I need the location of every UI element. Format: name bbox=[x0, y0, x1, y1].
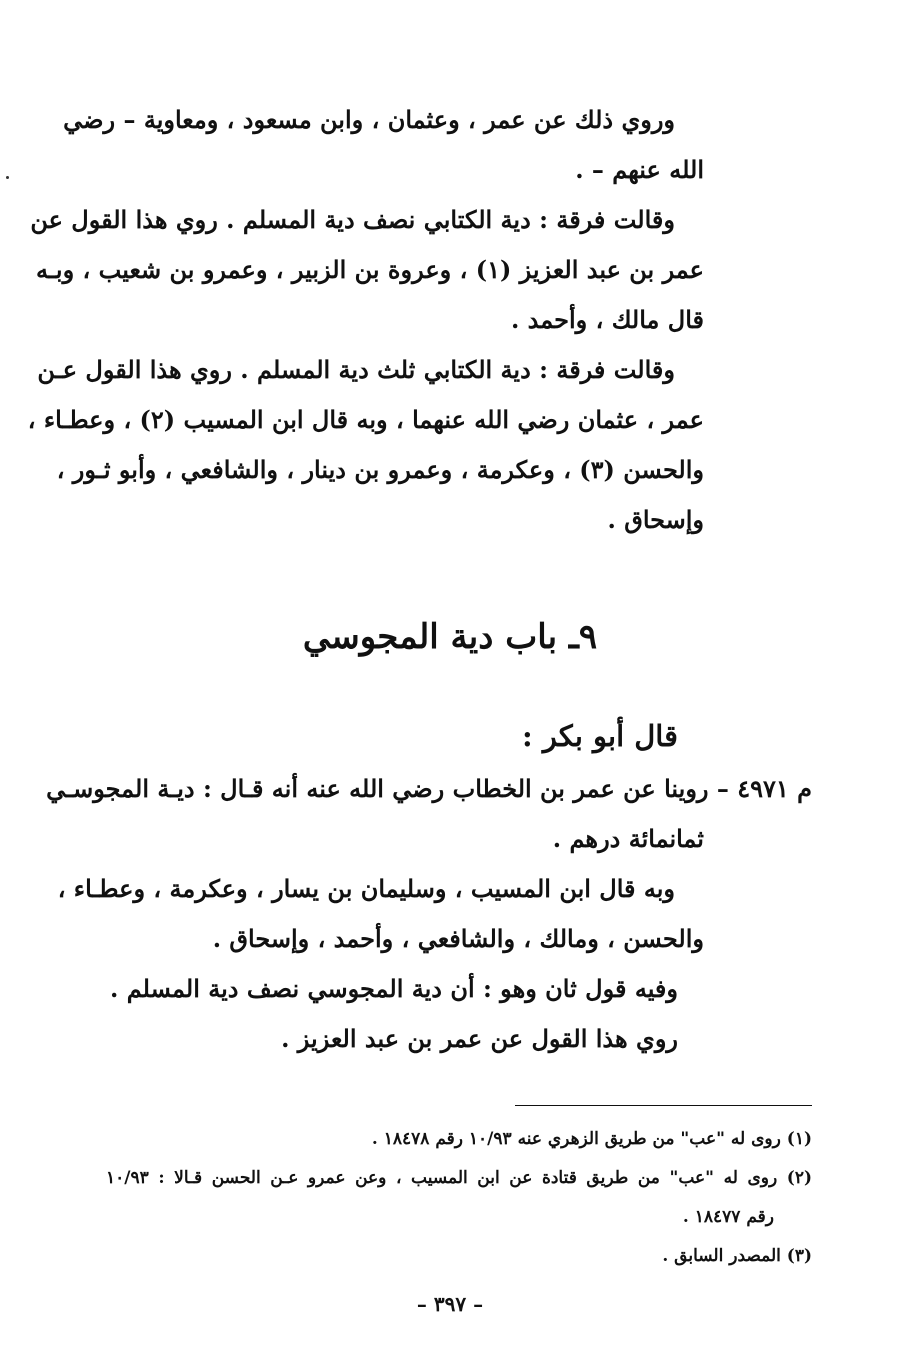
para1-line-1: وروي ذلك عن عمر ، وعثمان ، وابن مسعود ، ومعاوية – رضي bbox=[63, 105, 675, 134]
para2-line-1: وقالت فرقة : دية الكتابي نصف دية المسلم . روي هذا القول عن bbox=[30, 205, 675, 234]
hadith-line-1: م ٤٩٧١ – روينا عن عمر بن الخطاب رضي الله عنه أنه قـال : ديـة المجوسـي bbox=[46, 774, 812, 803]
hadith-line-2: ثمانمائة درهم . bbox=[552, 824, 704, 853]
para2-line-3: قال مالك ، وأحمد . bbox=[510, 305, 704, 334]
page-number: – ٣٩٧ – bbox=[416, 1292, 484, 1316]
scan-speck bbox=[6, 176, 9, 179]
footnote-separator bbox=[515, 1105, 812, 1106]
para6-line: روي هذا القول عن عمر بن عبد العزيز . bbox=[281, 1024, 678, 1053]
para3-line-4: وإسحاق . bbox=[607, 505, 704, 534]
para3-line-3: والحسن (٣) ، وعكرمة ، وعمرو بن دينار ، والشافعي ، وأبو ثـور ، bbox=[56, 455, 704, 484]
para3-line-1: وقالت فرقة : دية الكتابي ثلث دية المسلم . روي هذا القول عـن bbox=[37, 355, 675, 384]
chapter-heading: ٩ـ باب دية المجوسي bbox=[302, 617, 598, 657]
para4-line-1: وبه قال ابن المسيب ، وسليمان بن يسار ، وعكرمة ، وعطـاء ، bbox=[57, 874, 675, 903]
footnote-3: (٣) المصدر السابق . bbox=[662, 1246, 812, 1266]
footnote-1: (١) روى له "عب" من طريق الزهري عنه ١٠/٩٣ رقم ١٨٤٧٨ . bbox=[371, 1129, 812, 1149]
para1-line-2: الله عنهم – . bbox=[575, 155, 704, 184]
footnote-2-line-2: رقم ١٨٤٧٧ . bbox=[682, 1207, 774, 1227]
speaker-line: قال أبو بكر : bbox=[522, 719, 678, 753]
para4-line-2: والحسن ، ومالك ، والشافعي ، وأحمد ، وإسحاق . bbox=[212, 924, 704, 953]
para5-line: وفيه قول ثان وهو : أن دية المجوسي نصف دية المسلم . bbox=[109, 974, 678, 1003]
para2-line-2: عمر بن عبد العزيز (١) ، وعروة بن الزبير ، وعمرو بن شعيب ، وبـه bbox=[36, 255, 704, 284]
footnote-2-line-1: (٢) روى له "عب" من طريق قتادة عن ابن المسيب ، وعن عمرو عـن الحسن قـالا : ١٠/٩٣ bbox=[106, 1168, 812, 1188]
para3-line-2: عمر ، عثمان رضي الله عنهما ، وبه قال ابن المسيب (٢) ، وعطـاء ، bbox=[27, 405, 704, 434]
